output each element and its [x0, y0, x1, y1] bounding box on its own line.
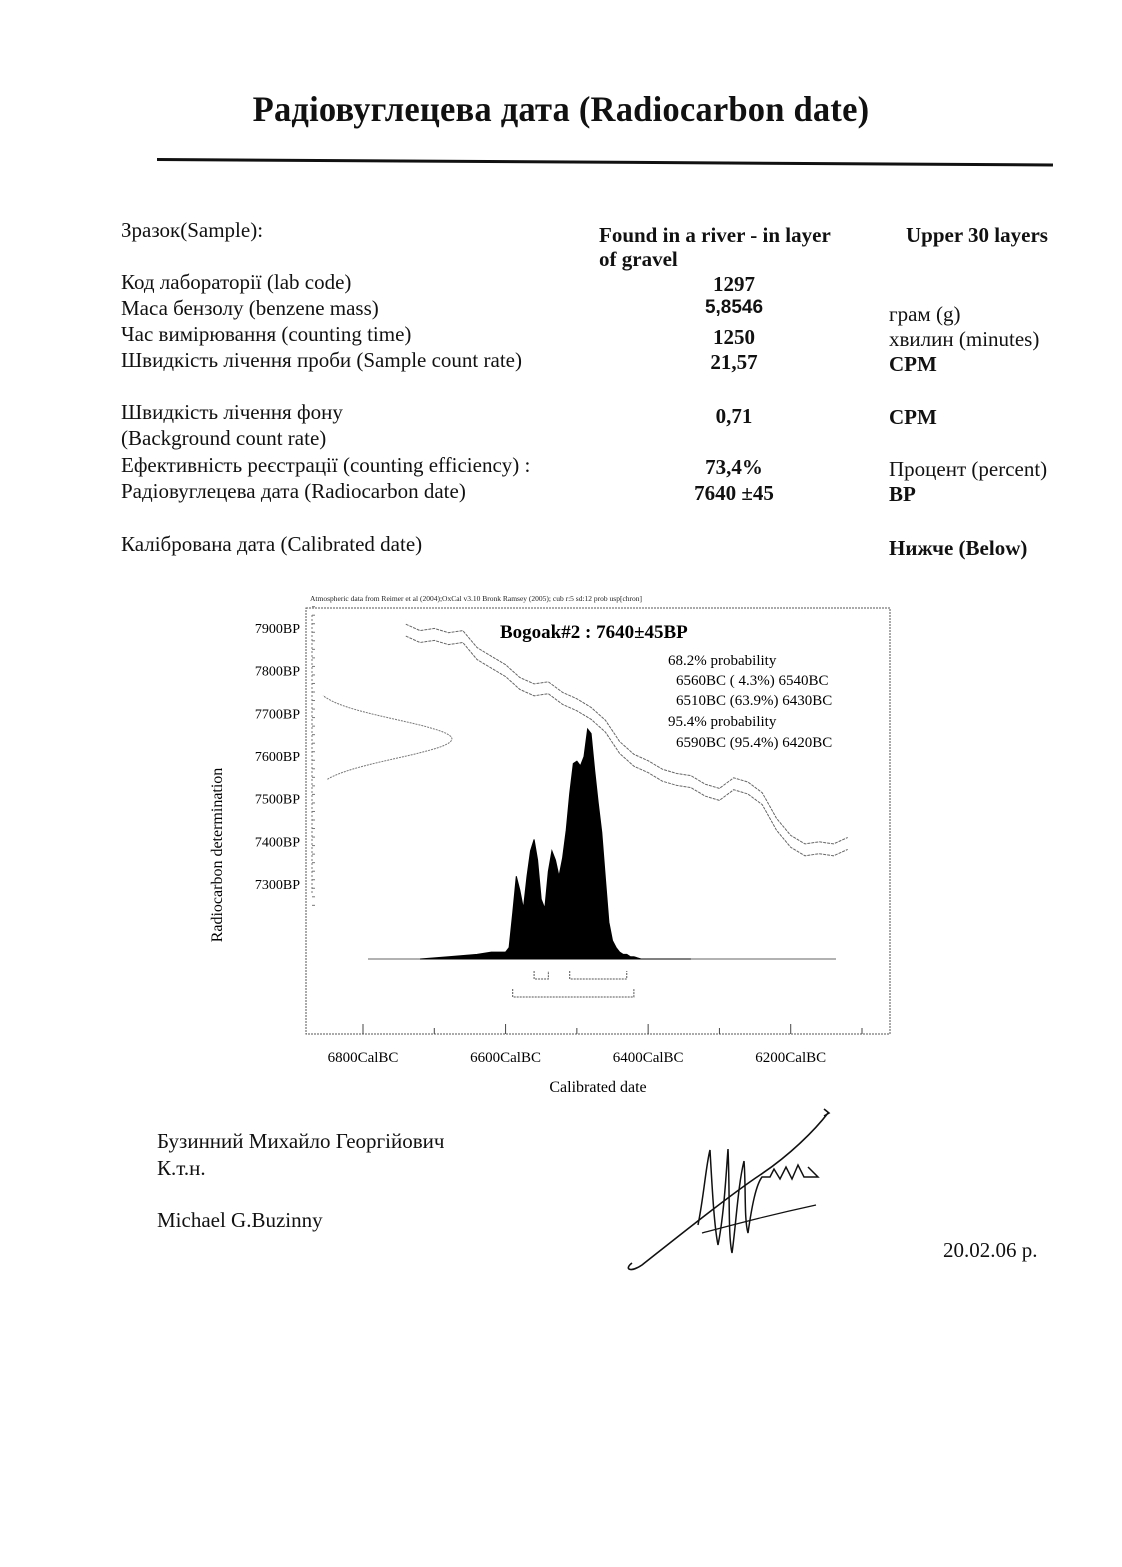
y-axis-title: Radiocarbon determination	[209, 767, 226, 943]
row-counting-efficiency-unit: Процент (percent)	[889, 457, 1048, 481]
chart-caption: Atmospheric data from Reimer et al (2004);OxCal v3.10 Bronk Ramsey (2005); cub r:5 sd:12 prob usp[chron]	[310, 594, 643, 603]
probability-annotation	[668, 653, 832, 751]
posterior-area	[420, 729, 691, 959]
radiocarbon-gaussian	[323, 696, 452, 780]
row-background-count-rate-unit: CPM	[889, 405, 937, 429]
calibration-chart-svg	[200, 585, 900, 1105]
signature-icon	[620, 1105, 840, 1275]
sample-description-line1: Found in a river - in layer	[599, 223, 831, 247]
row-sample-count-rate-value: 21,57	[710, 350, 758, 374]
x-tick-label: 6600CalBC	[470, 1050, 541, 1066]
row-counting-time-value: 1250	[713, 325, 755, 349]
probability-ranges	[513, 971, 634, 997]
annotation-line: 6510BC (63.9%) 6430BC	[676, 693, 833, 709]
chart-title: Bogoak#2 : 7640±45BP	[500, 622, 688, 643]
document-date: 20.02.06 р.	[943, 1238, 1038, 1262]
sample-note: Upper 30 layers	[906, 223, 1048, 247]
y-tick-label: 7600BP	[254, 750, 300, 765]
annotation-line: 6560BC ( 4.3%) 6540BC	[676, 673, 829, 689]
row-radiocarbon-date-value: 7640 ±45	[694, 481, 774, 505]
row-background-count-rate-label-en: (Background count rate)	[121, 426, 327, 450]
row-background-count-rate-label: Швидкість лічення фону	[121, 400, 343, 424]
row-benzene-mass-label: Маса бензолу (benzene mass)	[121, 296, 379, 320]
x-axis-title: Calibrated date	[549, 1079, 647, 1096]
y-tick-label: 7500BP	[254, 792, 300, 808]
range-bracket-1sigma	[570, 971, 627, 979]
row-lab-code-value: 1297	[713, 272, 755, 296]
y-tick-label: 7800BP	[254, 664, 300, 680]
annotation-line: 95.4% probability	[668, 714, 777, 730]
posterior-distribution	[368, 729, 836, 959]
calibration-chart	[200, 585, 900, 1105]
handwritten-signature	[620, 1105, 840, 1280]
x-tick-label: 6200CalBC	[755, 1050, 827, 1066]
range-bracket-2sigma	[513, 989, 634, 997]
radiocarbon-distribution	[323, 696, 452, 780]
row-sample-count-rate-label: Швидкість лічення проби (Sample count rate)	[121, 348, 522, 372]
row-counting-efficiency-value: 73,4%	[705, 455, 763, 479]
annotation-line: 68.2% probability	[668, 653, 777, 669]
row-radiocarbon-date-label: Радіовуглецева дата (Radiocarbon date)	[121, 479, 466, 503]
row-calibrated-date-label: Калібрована дата (Calibrated date)	[121, 532, 423, 556]
annotation-line: 6590BC (95.4%) 6420BC	[676, 735, 833, 751]
y-tick-label: 7300BP	[254, 878, 300, 893]
row-benzene-mass-value: 5,8546	[704, 297, 764, 318]
x-tick-label: 6800CalBC	[327, 1050, 399, 1066]
row-benzene-mass-unit: грам (g)	[889, 302, 961, 326]
y-tick-label: 7900BP	[254, 622, 300, 637]
row-counting-time-label: Час вимірювання (counting time)	[121, 322, 412, 346]
signer-name-ua: Бузинний Михайло Георгійович	[157, 1129, 445, 1153]
sample-label: Зразок(Sample):	[121, 218, 264, 242]
x-axis	[328, 1024, 862, 1066]
row-sample-count-rate-unit: CPM	[889, 352, 937, 376]
sample-description-line2: of gravel	[599, 247, 678, 271]
row-radiocarbon-date-unit: BP	[889, 482, 916, 506]
title-divider	[157, 158, 1053, 166]
page-title: Радіовуглецева дата (Radiocarbon date)	[252, 89, 870, 129]
x-tick-label: 6400CalBC	[612, 1050, 684, 1066]
y-tick-label: 7400BP	[254, 835, 300, 851]
row-background-count-rate-value: 0,71	[715, 404, 753, 428]
y-tick-label: 7700BP	[254, 707, 300, 723]
row-lab-code-label: Код лабораторії (lab code)	[121, 270, 352, 294]
range-bracket-1sigma	[534, 971, 548, 979]
signer-name-en: Michael G.Buzinny	[157, 1208, 323, 1232]
signer-degree: К.т.н.	[157, 1156, 206, 1180]
row-counting-time-unit: хвилин (minutes)	[889, 327, 1040, 351]
row-calibrated-date-unit: Нижче (Below)	[889, 536, 1028, 560]
row-counting-efficiency-label: Ефективність реєстрації (counting efficiency) :	[121, 453, 531, 477]
